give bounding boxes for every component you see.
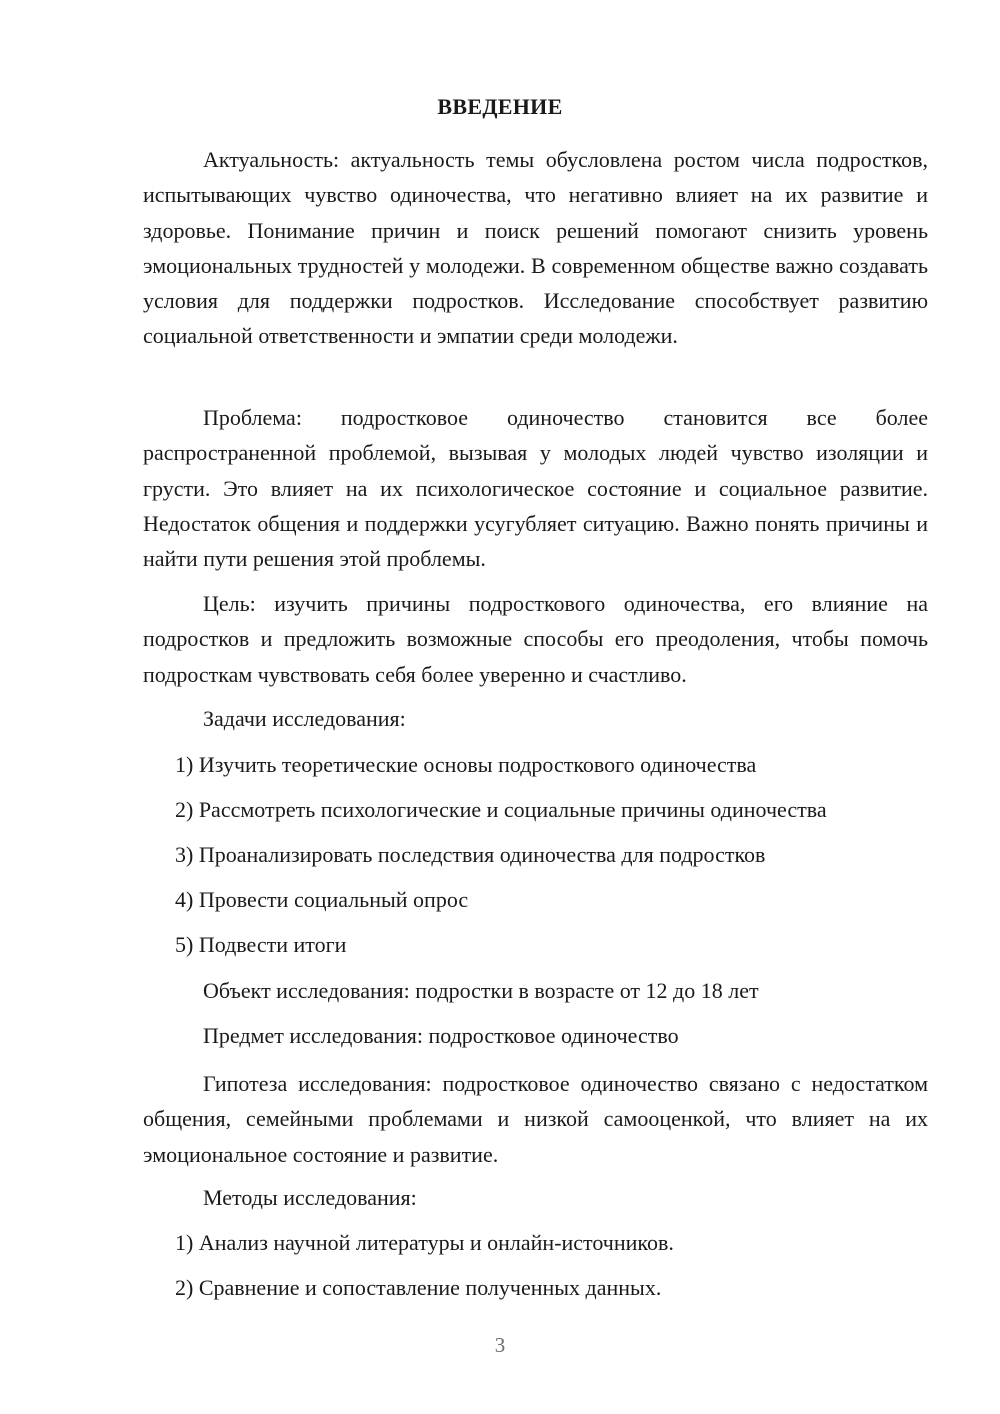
relevance-paragraph: Актуальность: актуальность темы обусловлена ростом числа подростков, испытывающих чувство одиночества, что негативно влияет на их развитие и здоровье. Понимание причин и поиск решений помогают снизить уровень эмоциональных трудностей у молодежи. В современном обществе важно создавать условия для поддержки подростков. Исследование способствует развитию социальной ответственности и эмпатии среди молодежи. <box>143 147 928 349</box>
task-item: 3) Проанализировать последствия одиночества для подростков <box>175 842 766 867</box>
page-title: ВВЕДЕНИЕ <box>437 94 563 119</box>
problem-paragraph: Проблема: подростковое одиночество становится все более распространенной проблемой, вызывая у молодых людей чувство изоляции и грусти. Это влияет на их психологическое состояние и социальное развитие. Недостаток общения и поддержки усугубляет ситуацию. Важно понять причины и найти пути решения этой проблемы. <box>143 405 928 572</box>
page-number: 3 <box>494 1333 506 1357</box>
task-item: 1) Изучить теоретические основы подросткового одиночества <box>175 752 757 777</box>
research-subject: Предмет исследования: подростковое одиночество <box>203 1023 679 1048</box>
task-item: 2) Рассмотреть психологические и социальные причины одиночества <box>175 797 827 822</box>
hypothesis-paragraph: Гипотеза исследования: подростковое одиночество связано с недостатком общения, семейными проблемами и низкой самооценкой, что влияет на их эмоциональное состояние и развитие. <box>143 1071 928 1167</box>
task-item: 4) Провести социальный опрос <box>175 887 469 912</box>
method-item: 1) Анализ научной литературы и онлайн-источников. <box>175 1230 674 1255</box>
tasks-heading: Задачи исследования: <box>203 706 406 731</box>
research-object: Объект исследования: подростки в возрасте от 12 до 18 лет <box>203 978 759 1003</box>
methods-heading: Методы исследования: <box>203 1185 417 1210</box>
task-item: 5) Подвести итоги <box>175 932 347 957</box>
goal-paragraph: Цель: изучить причины подросткового одиночества, его влияние на подростков и предложить возможные способы его преодоления, чтобы помочь подросткам чувствовать себя более уверенно и счастливо. <box>143 591 928 687</box>
method-item: 2) Сравнение и сопоставление полученных данных. <box>175 1275 662 1300</box>
